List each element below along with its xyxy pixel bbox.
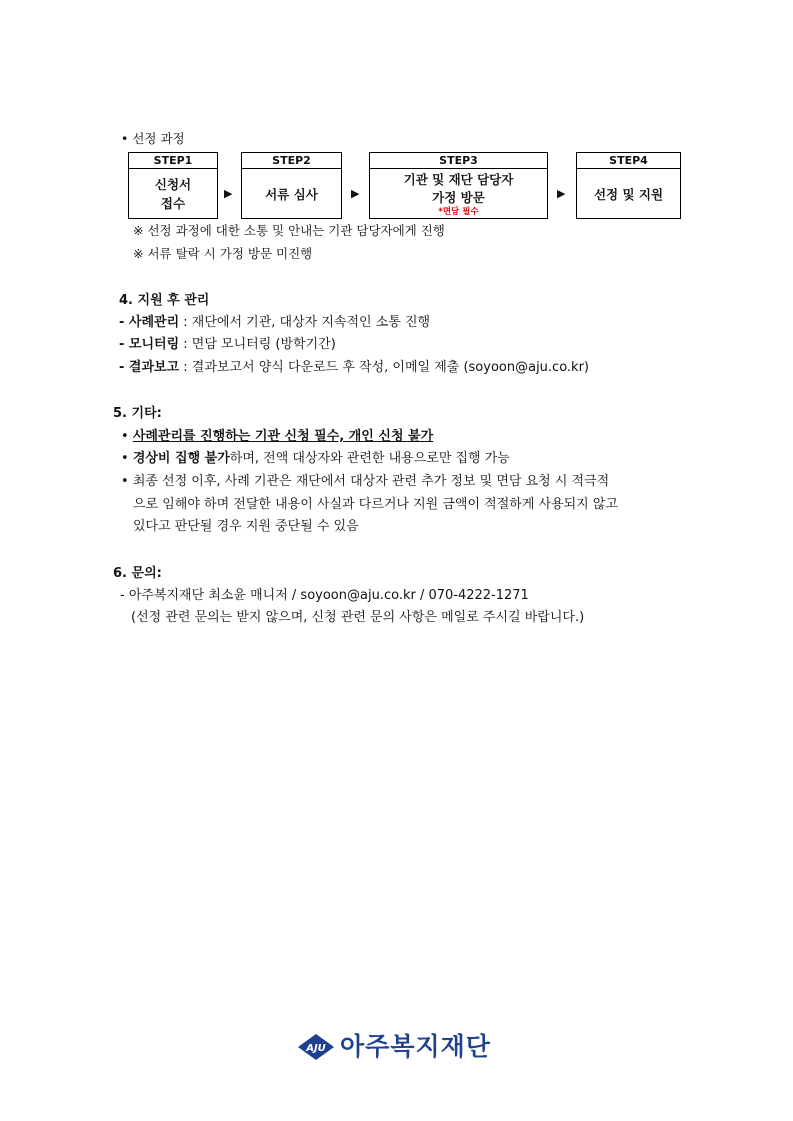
section5-item-1 [121, 425, 433, 444]
item-text: : 면담 모니터링 (방학기간) [179, 337, 336, 352]
section4-item-report [119, 356, 589, 375]
section4-item-casemgmt [119, 311, 430, 330]
step2-box [241, 152, 342, 219]
arrow-right-icon: ▶ [224, 187, 233, 200]
item-text: 하며, 전액 대상자와 관련한 내용으로만 집행 가능 [229, 451, 510, 466]
item-text: : 재단에서 기관, 대상자 지속적인 소통 진행 [179, 315, 431, 330]
item-text: 사례관리를 진행하는 기관 신청 필수, 개인 신청 불가 [132, 429, 434, 444]
step3-line2: 가정 방문 [432, 189, 485, 205]
step1-header: STEP1 [129, 153, 217, 169]
selection-title: • 선정 과정 [121, 131, 185, 146]
section6-title: 6. 문의: [113, 566, 162, 581]
section5-title: 5. 기타: [113, 406, 162, 421]
aju-logo-icon [298, 1034, 334, 1060]
step3-line1: 기관 및 재단 담당자 [403, 171, 514, 187]
bullet: • [121, 429, 129, 444]
item-label: 결과보고 [128, 360, 180, 375]
section5-item-3-line2: 으로 임해야 하며 전달한 내용이 사실과 다르거나 지원 금액이 적절하게 사용되지 않고 [133, 497, 618, 512]
item-bold: 경상비 집행 불가 [132, 451, 230, 466]
step3-box [369, 152, 548, 219]
step3-note: *면담 필수 [438, 206, 479, 217]
step3-header: STEP3 [370, 153, 547, 169]
item-text: : 결과보고서 양식 다운로드 후 작성, 이메일 제출 (soyoon@aju.co.kr) [179, 360, 589, 375]
section4-item-monitoring [119, 333, 336, 352]
item-label: 사례관리 [128, 315, 180, 330]
contact-line: - 아주복지재단 최소윤 매니저 / soyoon@aju.co.kr / 070-4222-1271 [120, 588, 529, 603]
arrow-right-icon: ▶ [351, 187, 360, 200]
item-prefix: - [119, 337, 129, 352]
logo-mark-text: AJU [306, 1043, 326, 1054]
step2-line1: 서류 심사 [265, 186, 318, 202]
item-prefix: - [119, 315, 129, 330]
step4-box [576, 152, 681, 219]
arrow-right-icon: ▶ [557, 187, 566, 200]
bullet: • [121, 474, 129, 489]
step1-box [128, 152, 218, 219]
step4-header: STEP4 [577, 153, 680, 169]
section5-item-3-line3: 있다고 판단될 경우 지원 중단될 수 있음 [133, 519, 359, 534]
contact-note: (선정 관련 문의는 받지 않으며, 신청 관련 문의 사항은 메일로 주시길 바랍니다.) [131, 610, 585, 625]
selection-note-2: ※ 서류 탈락 시 가정 방문 미진행 [133, 246, 313, 261]
section5-item-2 [121, 447, 510, 466]
item-label: 모니터링 [128, 337, 180, 352]
section5-item-3 [121, 470, 609, 489]
bullet: • [121, 451, 129, 466]
step1-line2: 접수 [160, 196, 186, 211]
selection-note-1: ※ 선정 과정에 대한 소통 및 안내는 기관 담당자에게 진행 [133, 223, 445, 238]
section4-title: 4. 지원 후 관리 [119, 293, 210, 308]
foundation-logo-text: 아주복지재단 [340, 1032, 491, 1061]
step4-line1: 선정 및 지원 [593, 186, 664, 202]
step1-line1: 신청서 [154, 177, 192, 192]
step2-header: STEP2 [242, 153, 341, 169]
item-prefix: - [119, 360, 129, 375]
item-text: 최종 선정 이후, 사례 기관은 재단에서 대상자 관련 추가 정보 및 면담 요청 시 적극적 [132, 474, 610, 489]
